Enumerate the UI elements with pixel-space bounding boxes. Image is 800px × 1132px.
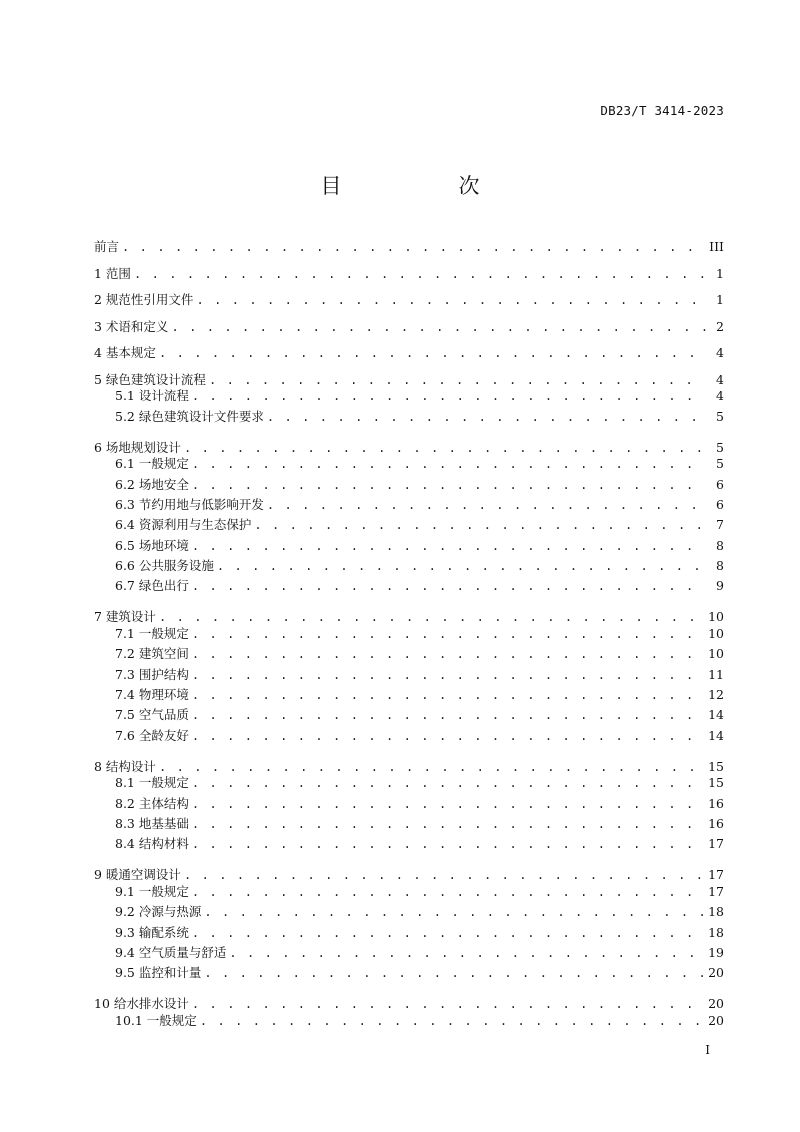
toc-leader-dots xyxy=(184,866,704,884)
toc-entry-page: 10 xyxy=(708,626,724,641)
toc-entry[interactable] xyxy=(115,944,724,962)
toc-entry-page: 9 xyxy=(716,578,724,594)
toc-entry[interactable] xyxy=(94,439,724,457)
toc-entry-page: 10 xyxy=(708,609,724,625)
toc-entry-page: 5 xyxy=(716,408,724,424)
toc-leader-dots xyxy=(209,371,706,389)
toc-entry-label: 9.3 输配系统 xyxy=(115,924,189,940)
toc-entry-page: 17 xyxy=(708,884,724,899)
toc-entry-page: 20 xyxy=(708,965,724,981)
toc-entry-label: 2 规范性引用文件 xyxy=(94,292,194,307)
page-number: I xyxy=(705,1043,710,1057)
toc-leader-dots xyxy=(192,577,706,595)
toc-entry-page: 12 xyxy=(708,686,724,702)
toc-entry-page: 17 xyxy=(708,867,724,883)
toc-entry[interactable] xyxy=(115,815,724,833)
toc-entry-page: 16 xyxy=(708,815,724,831)
toc-leader-dots xyxy=(122,238,705,256)
toc-entry[interactable] xyxy=(115,408,724,426)
toc-entry[interactable] xyxy=(115,557,724,575)
toc-entry[interactable] xyxy=(115,577,724,595)
toc-entry-page: 4 xyxy=(716,345,724,360)
toc-entry-page: 19 xyxy=(708,944,724,960)
toc-entry-label: 1 范围 xyxy=(94,265,131,281)
toc-entry-label: 8.2 主体结构 xyxy=(115,795,189,811)
toc-entry[interactable] xyxy=(115,645,724,663)
toc-entry-page: 16 xyxy=(708,795,724,811)
toc-entry-label: 10 给水排水设计 xyxy=(94,996,189,1012)
toc-leader-dots xyxy=(254,516,706,534)
toc-entry[interactable] xyxy=(115,727,724,745)
toc-leader-dots xyxy=(217,557,706,575)
toc-entry-label: 7.1 一般规定 xyxy=(115,626,189,641)
toc-leader-dots xyxy=(267,408,706,426)
toc-entry[interactable] xyxy=(115,516,724,534)
toc-entry-page: 18 xyxy=(708,904,724,920)
toc-entry-page: 4 xyxy=(716,388,724,404)
toc-entry[interactable] xyxy=(115,964,724,982)
toc-entry-label: 4 基本规定 xyxy=(94,345,156,360)
toc-entry-label: 10.1 一般规定 xyxy=(115,1013,197,1028)
toc-leader-dots xyxy=(192,686,704,704)
toc-leader-dots xyxy=(192,455,706,473)
toc-leader-dots xyxy=(200,1012,704,1030)
toc-entry-page: 6 xyxy=(716,476,724,492)
toc-entry[interactable] xyxy=(115,666,724,684)
toc-entry[interactable] xyxy=(115,387,724,405)
toc-entry-page: 1 xyxy=(716,265,724,281)
toc-entry-page: 15 xyxy=(708,775,724,791)
toc-leader-dots xyxy=(192,924,704,942)
toc-entry[interactable] xyxy=(94,608,724,626)
toc-entry-label: 9.5 监控和计量 xyxy=(115,965,202,981)
toc-entry-label: 6.3 节约用地与低影响开发 xyxy=(115,497,264,512)
toc-entry-page: 17 xyxy=(708,836,724,852)
toc-leader-dots xyxy=(192,537,706,555)
toc-leader-dots xyxy=(229,944,704,962)
toc-entry-label: 8 结构设计 xyxy=(94,758,156,774)
toc-entry-page: 6 xyxy=(716,497,724,512)
toc-entry-label: 8.3 地基基础 xyxy=(115,815,189,831)
toc-entry[interactable] xyxy=(115,924,724,942)
page-title: 目 次 xyxy=(320,174,528,198)
toc-leader-dots xyxy=(192,883,704,901)
toc-entry-label: 7.6 全龄友好 xyxy=(115,727,189,743)
toc-entry-label: 7.4 物理环境 xyxy=(115,686,189,702)
toc-leader-dots xyxy=(159,344,706,362)
toc-entry-page: 4 xyxy=(716,371,724,387)
toc-entry-page: 8 xyxy=(716,537,724,553)
toc-entry[interactable] xyxy=(94,344,724,362)
toc-entry-label: 6.6 公共服务设施 xyxy=(115,557,214,573)
toc-entry[interactable] xyxy=(115,903,724,921)
toc-entry[interactable] xyxy=(115,883,724,901)
toc-entry[interactable] xyxy=(94,758,724,776)
toc-leader-dots xyxy=(192,706,704,724)
toc-entry-label: 8.4 结构材料 xyxy=(115,836,189,852)
toc-leader-dots xyxy=(192,387,706,405)
toc-leader-dots xyxy=(192,727,704,745)
toc-leader-dots xyxy=(171,318,706,336)
toc-entry-page: 14 xyxy=(708,727,724,743)
toc-entry-page: 5 xyxy=(716,439,724,455)
toc-entry-label: 5.1 设计流程 xyxy=(115,388,189,404)
toc-leader-dots xyxy=(159,608,704,626)
toc-leader-dots xyxy=(267,496,706,514)
toc-entry-label: 7.3 围护结构 xyxy=(115,666,189,682)
toc-entry[interactable] xyxy=(115,795,724,813)
toc-entry-label: 5.2 绿色建筑设计文件要求 xyxy=(115,408,264,424)
toc-entry[interactable] xyxy=(115,774,724,792)
toc-entry-page: 7 xyxy=(716,517,724,533)
toc-entry-page: 8 xyxy=(716,557,724,573)
toc-entry[interactable] xyxy=(115,537,724,555)
toc-entry-label: 6.7 绿色出行 xyxy=(115,578,189,594)
toc-entry[interactable] xyxy=(115,496,724,514)
toc-entry-label: 8.1 一般规定 xyxy=(115,775,189,791)
toc-entry[interactable] xyxy=(115,686,724,704)
toc-leader-dots xyxy=(204,903,704,921)
toc-entry-label: 7 建筑设计 xyxy=(94,609,156,625)
toc-entry[interactable] xyxy=(94,995,724,1013)
toc-entry-label: 7.5 空气品质 xyxy=(115,707,189,723)
toc-entry[interactable] xyxy=(94,371,724,389)
toc-leader-dots xyxy=(204,964,704,982)
toc-entry[interactable] xyxy=(94,866,724,884)
toc-leader-dots xyxy=(192,774,704,792)
toc-entry[interactable] xyxy=(115,625,724,643)
toc-entry[interactable] xyxy=(94,318,724,336)
toc-entry-page: 2 xyxy=(716,318,724,334)
toc-entry-label: 6.5 场地环境 xyxy=(115,537,189,553)
toc-entry[interactable] xyxy=(115,1012,724,1030)
toc-leader-dots xyxy=(192,666,704,684)
toc-entry-label: 7.2 建筑空间 xyxy=(115,646,189,662)
toc-entry-label: 6.2 场地安全 xyxy=(115,476,189,492)
toc-leader-dots xyxy=(184,439,706,457)
toc-leader-dots xyxy=(192,645,704,663)
toc-entry-label: 6.1 一般规定 xyxy=(115,456,189,472)
toc-leader-dots xyxy=(192,835,704,853)
toc-entry[interactable] xyxy=(115,835,724,853)
toc-entry-label: 3 术语和定义 xyxy=(94,318,169,334)
toc-entry-page: 5 xyxy=(716,456,724,472)
toc-entry[interactable] xyxy=(94,265,724,283)
toc-entry-page: 18 xyxy=(708,924,724,940)
toc-entry-label: 6.4 资源利用与生态保护 xyxy=(115,517,252,533)
toc-entry-label: 6 场地规划设计 xyxy=(94,439,181,455)
toc-entry-page: 20 xyxy=(708,1013,724,1028)
toc-leader-dots xyxy=(134,265,706,283)
toc-entry-page: 14 xyxy=(708,707,724,723)
toc-entry-page: 11 xyxy=(708,666,724,682)
toc-entry-page: 20 xyxy=(708,996,724,1012)
toc-entry-label: 9.1 一般规定 xyxy=(115,884,189,899)
toc-leader-dots xyxy=(192,476,706,494)
toc-leader-dots xyxy=(192,995,704,1013)
toc-entry[interactable] xyxy=(115,476,724,494)
toc-entry-label: 5 绿色建筑设计流程 xyxy=(94,371,206,387)
toc-leader-dots xyxy=(192,625,704,643)
toc-leader-dots xyxy=(192,815,704,833)
toc-entry[interactable] xyxy=(115,455,724,473)
toc-entry-label: 9 暖通空调设计 xyxy=(94,867,181,883)
toc-leader-dots xyxy=(192,795,704,813)
toc-entry-page: III xyxy=(709,239,724,254)
toc-entry-page: 15 xyxy=(708,758,724,774)
toc-entry-label: 9.2 冷源与热源 xyxy=(115,904,202,920)
toc-entry[interactable] xyxy=(115,706,724,724)
toc-entry[interactable] xyxy=(94,291,724,309)
toc-entry-page: 1 xyxy=(716,292,724,307)
toc-entry-label: 9.4 空气质量与舒适 xyxy=(115,944,227,960)
document-code: DB23/T 3414-2023 xyxy=(600,103,724,118)
toc-leader-dots xyxy=(196,291,706,309)
toc-entry-page: 10 xyxy=(708,646,724,662)
toc-entry-label: 前言 xyxy=(94,239,120,254)
toc-entry[interactable] xyxy=(94,238,724,256)
toc-leader-dots xyxy=(159,758,704,776)
